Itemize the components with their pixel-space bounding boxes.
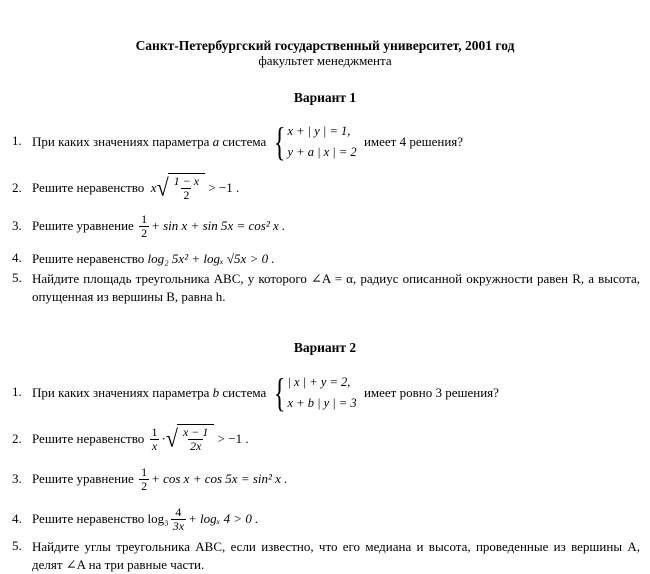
parameter: a — [212, 134, 220, 149]
v1-problem-3 — [12, 209, 640, 243]
v1-problem-1 — [12, 120, 640, 164]
equation-system: { | x | + y = 2, x + b | y | = 3 — [274, 370, 357, 415]
problem-number: 3. — [12, 218, 22, 233]
variant-2-title: Вариант 2 — [293, 340, 357, 355]
v2-problem-3 — [12, 462, 640, 496]
system-line-2: x + b | y | = 3 — [287, 396, 357, 410]
fraction-numerator: 1 — [141, 211, 148, 226]
square-root: √ $\frac{1 - x}{2}$ — [157, 173, 206, 203]
problem-number: 3. — [12, 471, 22, 486]
problem-number: 5. — [12, 270, 22, 285]
system-line-2: y + a | x | = 2 — [287, 145, 357, 159]
problem-text: > −1 . — [217, 431, 249, 446]
fraction-numerator: 1 — [151, 424, 158, 439]
document-title: Санкт-Петербургский государственный университет, 2001 год — [135, 38, 515, 53]
problem-number: 2. — [12, 431, 22, 446]
problem-text: Найдите углы треугольника ABC, если известно, что его медиана и высота, проведенные из вершины A, делят ∠A на три равные части. — [32, 539, 640, 572]
fraction-numerator: 1 − x — [173, 174, 200, 188]
fraction-numerator: x − 1 — [182, 425, 209, 439]
inequality-expression: log₂ 5x² + logₓ √5x > 0 . — [147, 251, 275, 266]
problem-text: Решите уравнение — [32, 218, 134, 233]
v1-problem-2 — [12, 170, 640, 206]
system-line-1: x + | y | = 1, — [287, 124, 351, 138]
equation-system: { x + | y | = 1, y + a | x | = 2 — [274, 119, 357, 164]
problem-number: 5. — [12, 538, 22, 553]
problem-text: имеет 4 решения? — [363, 134, 464, 149]
fraction-numerator: 1 — [141, 464, 148, 479]
log-base: log₃ — [147, 511, 169, 526]
problem-text: Найдите площадь треугольника ABC, у которого ∠A = α, радиус описанной окружности равен R, а высота, опущенная из вершины B, равна h. — [32, 271, 640, 304]
fraction-denominator: 2 — [141, 225, 148, 240]
fraction-denominator: 2 — [183, 188, 190, 202]
problem-text: система — [222, 385, 267, 400]
problem-text: система — [222, 134, 267, 149]
v2-problem-1 — [12, 371, 640, 415]
problem-number: 1. — [12, 133, 22, 148]
problem-text: имеет ровно 3 решения? — [363, 385, 499, 400]
fraction-denominator: x — [151, 438, 158, 453]
equation-expression: + sin x + sin 5x = cos² x . — [151, 218, 286, 233]
v1-problem-5 — [12, 270, 640, 310]
problem-number: 1. — [12, 384, 22, 399]
problem-number: 2. — [12, 180, 22, 195]
fraction-numerator: 4 — [175, 504, 182, 519]
square-root: √ $\frac{x - 1}{2x}$ — [166, 424, 215, 454]
v2-problem-5 — [12, 538, 640, 574]
problem-text: Решите неравенство — [32, 251, 145, 266]
system-line-1: | x | + y = 2, — [287, 375, 351, 389]
parameter: b — [212, 385, 220, 400]
variant-1-title: Вариант 1 — [293, 90, 357, 105]
problem-text: При каких значениях параметра — [32, 134, 210, 149]
fraction-denominator: 3x — [172, 518, 185, 533]
v1-problem-4 — [12, 250, 640, 268]
problem-text: Решите неравенство — [32, 180, 145, 195]
problem-number: 4. — [12, 511, 22, 526]
inequality-expression: + logₓ 4 > 0 . — [188, 511, 259, 526]
problem-number: 4. — [12, 250, 22, 265]
document-subtitle: факультет менеджмента — [258, 53, 392, 68]
problem-text: Решите неравенство — [32, 431, 145, 446]
v2-problem-4 — [12, 502, 640, 536]
problem-text: Решите неравенство — [32, 511, 145, 526]
equation-expression: + cos x + cos 5x = sin² x . — [151, 471, 288, 486]
problem-text: > −1 . — [208, 180, 240, 195]
problem-text: При каких значениях параметра — [32, 385, 210, 400]
fraction-denominator: 2 — [141, 478, 148, 493]
v2-problem-2: 2. Решите неравенство $\frac{1}{x}$ · √ $\frac{x - 1}{2x}$ > −1 . — [12, 424, 249, 453]
fraction-denominator: 2x — [190, 439, 202, 453]
variable: x — [150, 180, 157, 195]
problem-text: Решите уравнение — [32, 471, 134, 486]
